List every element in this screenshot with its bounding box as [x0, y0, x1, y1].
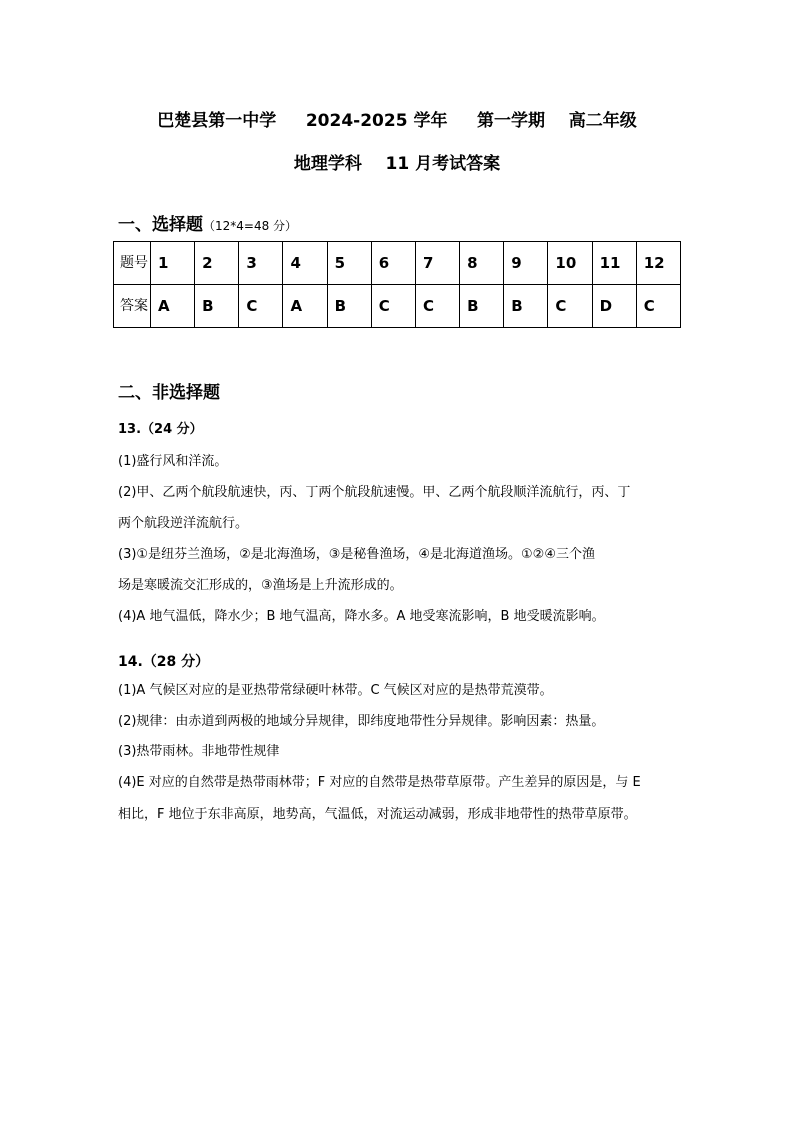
page-title: 巴楚县第一中学 2024-2025 学年 第一学期 高二年级 [157, 111, 637, 131]
question-number: 7 [415, 242, 459, 285]
answer-cell: B [460, 285, 504, 328]
question-number: 2 [195, 242, 239, 285]
q14-answer-line: 相比，F 地位于东非高原，地势高，气温低，对流运动减弱，形成非地带性的热带草原带。 [118, 807, 637, 822]
answer-cell: D [592, 285, 636, 328]
q14-answer-line: (1)A 气候区对应的是亚热带常绿硬叶林带。C 气候区对应的是热带荒漠带。 [118, 683, 553, 698]
answer-cell: B [504, 285, 548, 328]
answer-cell: C [415, 285, 459, 328]
q13-answer-line: (4)A 地气温低，降水少；B 地气温高，降水多。A 地受寒流影响，B 地受暖流影响。 [118, 609, 605, 624]
q14-answer-line: (2)规律：由赤道到两极的地域分异规律，即纬度地带性分异规律。影响因素：热量。 [118, 714, 605, 729]
q13-answer-line: (2)甲、乙两个航段航速快，丙、丁两个航段航速慢。甲、乙两个航段顺洋流航行，丙、丁 [118, 485, 631, 500]
answer-cell: B [195, 285, 239, 328]
question-number: 10 [548, 242, 592, 285]
question-number: 3 [239, 242, 283, 285]
q13-answer-line: 场是寒暖流交汇形成的，③渔场是上升流形成的。 [118, 578, 403, 593]
table-row-answers [114, 285, 681, 328]
table-row-numbers [114, 242, 681, 285]
section-multiple-choice-heading [118, 210, 297, 235]
answer-cell: C [636, 285, 680, 328]
q13-answer-line: (1)盛行风和洋流。 [118, 454, 228, 469]
question-number: 11 [592, 242, 636, 285]
answer-cell: A [151, 285, 195, 328]
question-number: 4 [283, 242, 327, 285]
section-title: 一、选择题 [118, 215, 203, 235]
q13-heading: 13.（24 分） [118, 422, 203, 437]
question-number: 5 [327, 242, 371, 285]
answer-cell: B [327, 285, 371, 328]
q13-answer-line: (3)①是纽芬兰渔场，②是北海渔场，③是秘鲁渔场，④是北海道渔场。①②④三个渔 [118, 547, 595, 562]
answer-table [113, 241, 681, 328]
question-number: 8 [460, 242, 504, 285]
q14-answer-line: (3)热带雨林。非地带性规律 [118, 744, 280, 759]
question-number: 9 [504, 242, 548, 285]
section-score-note: （12*4=48 分） [203, 219, 298, 233]
question-number: 12 [636, 242, 680, 285]
question-number: 6 [371, 242, 415, 285]
q14-heading: 14.（28 分） [118, 654, 210, 670]
page-subtitle: 地理学科 11 月考试答案 [293, 154, 501, 174]
answer-cell: A [283, 285, 327, 328]
question-number: 1 [151, 242, 195, 285]
q13-answer-line: 两个航段逆洋流航行。 [118, 516, 249, 531]
q14-answer-line: (4)E 对应的自然带是热带雨林带；F 对应的自然带是热带草原带。产生差异的原因是，与 E [118, 775, 641, 790]
answer-cell: C [239, 285, 283, 328]
answer-cell: C [371, 285, 415, 328]
section-free-response-heading: 二、非选择题 [118, 383, 220, 403]
answer-cell: C [548, 285, 592, 328]
row-label-answer: 答案 [114, 285, 151, 328]
row-label-number: 题号 [114, 242, 151, 285]
